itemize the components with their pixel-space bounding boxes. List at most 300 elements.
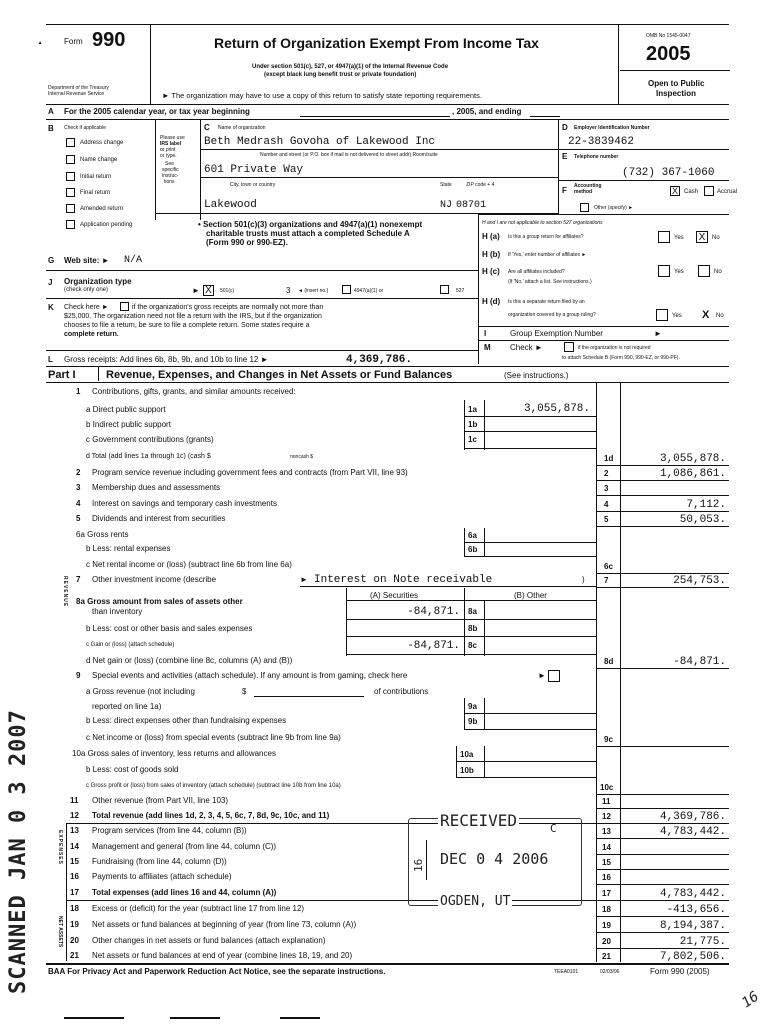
inner-ref-right-1 <box>484 400 485 450</box>
part1-note: (See instructions.) <box>504 371 569 380</box>
line-7-amount[interactable]: 254,753. <box>673 575 726 587</box>
street-caption: Number and street (or P.O. box if mail is not delivered to street addr) Room/suite <box>260 152 438 158</box>
line-9b-ref: 9b <box>468 717 478 726</box>
line-8-colA-right <box>464 588 465 656</box>
line-1b-ref: 1b <box>468 420 478 429</box>
initial-return-label: Initial return <box>80 174 112 180</box>
line-9-ref-left <box>464 698 465 730</box>
line-a-rule <box>46 119 729 120</box>
org-name-caption: Name of organization <box>218 125 266 131</box>
h-intro: H and I are not applicable to section 527 organizations <box>482 220 603 226</box>
line-7-ref: 7 <box>604 576 609 585</box>
received-stamp-number: 16 <box>412 858 425 872</box>
section-l-label: L <box>48 355 53 364</box>
line-19-number: 19 <box>70 920 79 929</box>
group-exemption-arrow: ► <box>654 329 662 338</box>
line-10c-rule <box>596 794 729 795</box>
org-type-501c-label: 501(c) <box>220 288 235 294</box>
received-stamp-location: OGDEN, UT <box>440 894 511 909</box>
line-4-number: 4 <box>76 499 81 508</box>
state-caption: State <box>440 182 452 188</box>
state-notice: ► The organization may have to use a copy of this return to satisfy state reporting requirements. <box>162 91 482 100</box>
section-d-label: D <box>562 123 568 132</box>
line-a-begin-field[interactable] <box>300 116 450 117</box>
line-9b-rule <box>464 729 596 730</box>
application-pending-checkbox[interactable] <box>66 220 75 229</box>
line-7-rule <box>596 587 729 588</box>
ha-no-label: No <box>712 235 720 241</box>
line-8a-amount[interactable]: -84,871. <box>407 606 460 618</box>
footer-date: 02/03/06 <box>600 969 620 975</box>
k-check-here: Check here ► <box>64 304 109 311</box>
hd-yes-checkbox[interactable] <box>656 309 668 321</box>
gross-receipts-value[interactable]: 4,369,786. <box>346 354 413 366</box>
line-17-amount[interactable]: 4,783,442. <box>659 888 726 900</box>
received-stamp-date: DEC 0 4 2006 <box>440 850 549 868</box>
open-public-1: Open to Public <box>648 79 705 88</box>
line-8-header-rule <box>346 600 596 601</box>
revenue-side-label: REVENUE <box>62 576 68 608</box>
line-a-text: For the 2005 calendar year, or tax year beginning <box>64 107 250 116</box>
col-divider-amounts <box>620 382 621 962</box>
line-10a-ref: 10a <box>460 750 474 759</box>
line-15-rule <box>596 869 729 870</box>
line-14-text: Management and general (from line 44, column (C)) <box>92 842 277 851</box>
cash-label: Cash <box>684 189 699 195</box>
line-1d-noncash: noncash $ <box>290 454 314 460</box>
org-street[interactable]: 601 Private Way <box>204 164 304 176</box>
name-change-checkbox[interactable] <box>66 155 75 164</box>
line-9-number: 9 <box>76 671 81 680</box>
line-7-number: 7 <box>76 575 81 584</box>
top-rule <box>46 24 729 25</box>
line-5-amount[interactable]: 50,053. <box>679 514 726 526</box>
line-7-description[interactable]: Interest on Note receivable <box>314 574 493 586</box>
line-11-number: 11 <box>70 796 79 805</box>
part1-rule <box>46 382 729 383</box>
line-16-rule <box>596 884 729 885</box>
line-8c-text: c Gain or (loss) (attach schedule) <box>86 642 175 648</box>
org-type-4947-checkbox[interactable] <box>342 285 351 294</box>
line-6b-ref: 6b <box>468 545 478 554</box>
section-e-label: E <box>562 152 568 161</box>
line-a-end-field[interactable] <box>530 116 560 117</box>
k-checkbox[interactable] <box>120 302 129 311</box>
hc-text: Are all affiliates included? <box>508 269 565 275</box>
line-8c-rule <box>346 654 596 655</box>
line-15-ref: 15 <box>602 858 611 867</box>
form-number: 990 <box>92 29 126 51</box>
org-type-number[interactable]: 3 <box>286 286 291 295</box>
other-method-checkbox[interactable] <box>580 203 589 212</box>
line-8d-text: d Net gain or (loss) (combine line 8c, columns (A) and (B)) <box>86 656 293 665</box>
k-line3: chooses to file a return, be sure to file a complete return. Some states require a <box>64 322 310 329</box>
expenses-side-label: EXPENSES <box>57 830 63 865</box>
line-8a-rule <box>346 619 596 620</box>
phone-value[interactable]: (732) 367-1060 <box>622 167 715 179</box>
line-18-amount[interactable]: -413,656. <box>666 904 726 916</box>
net-assets-side-label: NET ASSETS <box>57 916 63 948</box>
hd-no-mark[interactable]: X <box>702 309 710 321</box>
line-14-number: 14 <box>70 842 79 851</box>
g-rule <box>46 270 478 271</box>
org-street-rule <box>200 177 558 178</box>
org-city[interactable]: Lakewood <box>204 199 257 211</box>
line-12-amount[interactable]: 4,369,786. <box>659 811 726 823</box>
line-12-ref: 12 <box>602 812 611 821</box>
name-change-label: Name change <box>80 157 118 163</box>
k-line4: complete return. <box>64 331 119 338</box>
org-box-right <box>558 120 559 214</box>
city-caption: City, town or country <box>230 182 276 188</box>
section-f-label: F <box>562 186 567 195</box>
org-box-left <box>200 120 201 220</box>
line-1a-rule <box>464 416 596 417</box>
section-k-label: K <box>48 303 54 312</box>
line-1d-rule <box>596 465 729 466</box>
section-c-label: C <box>204 123 210 132</box>
inner-ref-left-1 <box>464 400 465 450</box>
line-3-text: Membership dues and assessments <box>92 483 221 492</box>
ein-caption: Employer Identification Number <box>574 125 650 131</box>
line-21-amount[interactable]: 7,802,506. <box>659 951 726 963</box>
omb-number: OMB No 1545-0047 <box>646 33 691 39</box>
received-stamp-divider <box>426 840 427 880</box>
line-1b-text: b Indirect public support <box>86 420 171 429</box>
org-type-label: Organization type <box>64 277 132 286</box>
k-line2: $25,000. The organization need not file a return with the IRS, but if the organization <box>64 313 322 320</box>
org-type-527-label: 527 <box>456 288 465 294</box>
col-divider-refs <box>596 382 597 962</box>
section-b-heading: Check if applicable <box>64 125 106 131</box>
org-name[interactable]: Beth Medrash Govoha of Lakewood Inc <box>204 136 436 148</box>
irs-label-1: Please use <box>160 135 185 141</box>
line-9a-ref: 9a <box>468 702 477 711</box>
line-9-ref-right <box>484 698 485 730</box>
line-9a-text2: reported on line 1a) <box>92 702 162 711</box>
line-1d-ref: 1d <box>604 454 614 463</box>
line-8a-text: 8a Gross amount from sales of assets other <box>76 597 243 606</box>
line-17-ref: 17 <box>602 889 611 898</box>
hb-label: H (b) <box>482 250 501 259</box>
line-18-rule <box>596 916 729 917</box>
form-subtitle2: (except black lung benefit trust or private foundation) <box>264 72 417 78</box>
line-9a-text: a Gross revenue (not including <box>86 687 195 696</box>
line-21-text: Net assets or fund balances at end of year (combine lines 18, 19, and 20) <box>92 951 353 960</box>
hd-yes-label: Yes <box>672 313 682 319</box>
line-13-rule <box>596 838 729 839</box>
zip-caption: ZIP code + 4 <box>466 182 495 188</box>
line-10b-rule <box>456 777 596 778</box>
line-8-colB-left <box>484 600 485 656</box>
line-6a-text: 6a Gross rents <box>76 530 129 539</box>
line-8d-ref: 8d <box>604 657 614 666</box>
part1-title: Revenue, Expenses, and Changes in Net Assets or Fund Balances <box>106 369 453 381</box>
line-8-colA-header: (A) Securities <box>370 591 419 600</box>
org-state[interactable]: NJ <box>440 200 453 211</box>
line-19-rule <box>596 932 729 933</box>
line-5-rule <box>596 526 729 527</box>
hc-yes-checkbox[interactable] <box>658 265 670 277</box>
line-13-number: 13 <box>70 826 79 835</box>
line-21-ref: 21 <box>602 952 611 961</box>
line-16-ref: 16 <box>602 873 611 882</box>
line-18-number: 18 <box>70 904 79 913</box>
accounting-caption-1: Accounting <box>574 183 602 189</box>
side-label-divider <box>66 824 67 961</box>
line-9-text: Special events and activities (attach schedule). If any amount is from gaming, check here <box>92 671 408 680</box>
line-8b-ref: 8b <box>468 624 478 633</box>
bottom-mark-3 <box>280 1017 320 1019</box>
org-type-527-checkbox[interactable] <box>440 285 449 294</box>
line-13-amount[interactable]: 4,783,442. <box>659 826 726 838</box>
line-8-colB-header: (B) Other <box>514 591 547 600</box>
line-3-number: 3 <box>76 483 81 492</box>
line-17-number: 17 <box>70 888 79 897</box>
line-10a-rule <box>456 761 596 762</box>
i-bottom-rule <box>478 340 729 341</box>
section-g-label: G <box>48 256 55 265</box>
line-16-number: 16 <box>70 872 79 881</box>
handwritten-initials: 16 <box>738 988 762 1012</box>
line-a-mid: , 2005, and ending <box>452 107 522 116</box>
line-10b-text: b Less: cost of goods sold <box>86 765 179 774</box>
line-5-ref: 5 <box>604 515 609 524</box>
line-13-text: Program services (from line 44, column (B)) <box>92 826 247 835</box>
line-20-rule <box>596 948 729 949</box>
part1-bottom-rule <box>46 963 729 965</box>
hc-no-checkbox[interactable] <box>698 265 710 277</box>
line-1c-ref: 1c <box>468 435 477 444</box>
form-title: Return of Organization Exempt From Income Tax <box>214 35 539 51</box>
line-9b-text: b Less: direct expenses other than fundraising expenses <box>86 716 287 725</box>
line-9a-gross-field[interactable] <box>254 696 364 697</box>
ha-text: Is this a group return for affiliates? <box>508 234 584 240</box>
line-6b-text: b Less: rental expenses <box>86 544 171 553</box>
line-18-text: Excess or (deficit) for the year (subtract line 17 from line 12) <box>92 904 305 913</box>
form-subtitle1: Under section 501(c), 527, or 4947(a)(1) of the Internal Revenue Code <box>252 64 449 70</box>
line-9a-rule <box>464 713 596 714</box>
section-i-label: I <box>484 329 487 338</box>
irs-label-2: IRS label <box>160 141 182 147</box>
line-15-text: Fundraising (from line 44, column (D)) <box>92 857 227 866</box>
hc-no-label: No <box>714 269 722 275</box>
ha-no-checkbox[interactable]: X <box>696 231 708 243</box>
line-9c-ref: 9c <box>604 735 613 744</box>
line-7-desc-rule <box>300 586 596 587</box>
line-11-rule <box>596 808 729 809</box>
ha-yes-checkbox[interactable] <box>658 231 670 243</box>
line-6a-rule <box>464 542 596 543</box>
line-4-rule <box>596 511 729 512</box>
org-type-4947-label: 4947(a)(1) or <box>354 288 384 294</box>
m-check-label: Check ► <box>510 343 543 352</box>
phone-rule <box>558 180 729 181</box>
other-method-label: Other (specify) ► <box>594 205 634 211</box>
final-return-checkbox[interactable] <box>66 188 75 197</box>
address-change-label: Address change <box>80 140 124 146</box>
irs-label-7: instruc- <box>162 173 179 179</box>
line-8-colA-left <box>346 588 347 656</box>
line-9-arrow: ► <box>538 671 546 680</box>
footer-code: TEEA0101 <box>554 969 579 975</box>
dept-line2: Internal Revenue Service <box>48 91 105 97</box>
line-5-text: Dividends and interest from securities <box>92 514 226 523</box>
line-18-ref: 18 <box>602 905 611 914</box>
line-12-number: 12 <box>70 811 79 820</box>
ha-yes-label: Yes <box>674 235 684 241</box>
cash-checkbox[interactable]: X <box>671 186 678 196</box>
section-b-label: B <box>48 124 54 133</box>
org-zip[interactable]: 08701 <box>456 200 487 211</box>
org-type-insert: ◄ (insert no.) <box>298 288 329 294</box>
website-label: Web site: ► <box>64 256 110 265</box>
line-2-amount[interactable]: 1,086,861. <box>659 468 726 480</box>
section-b-divider <box>155 120 156 220</box>
hc-text2: (If 'No,' attach a list. See instructions.) <box>508 279 592 285</box>
hc-label: H (c) <box>482 267 500 276</box>
accrual-checkbox[interactable] <box>704 186 714 196</box>
line-21-number: 21 <box>70 951 79 960</box>
org-type-arrow: ► <box>192 286 200 295</box>
line-17-rule <box>66 900 729 901</box>
line-9c-rule <box>596 746 729 747</box>
s501-line1: • Section 501(c)(3) organizations and 4947(a)(1) nonexempt <box>198 220 423 229</box>
line-8d-amount[interactable]: -84,871. <box>673 656 726 668</box>
hb-text: If 'Yes,' enter number of affiliates ► <box>508 252 587 258</box>
line-7-text: Other investment income (describe <box>92 575 217 584</box>
line-14-rule <box>596 854 729 855</box>
line-10a-text: 10a Gross sales of inventory, less returns and allowances <box>72 749 276 758</box>
line-7-paren: ) <box>582 575 585 584</box>
line-4-amount[interactable]: 7,112. <box>686 499 726 511</box>
gaming-checkbox[interactable] <box>548 670 560 682</box>
irs-label-4: or type. <box>160 153 177 159</box>
ha-label: H (a) <box>482 232 500 241</box>
line-13-ref: 13 <box>602 827 611 836</box>
line-3-rule <box>596 495 729 496</box>
line-a-label: A <box>48 107 54 116</box>
dept-line1: Department of the Treasury <box>48 85 109 91</box>
line-6c-rule <box>596 573 729 574</box>
irs-label-6: specific <box>162 167 179 173</box>
initial-return-checkbox[interactable] <box>66 172 75 181</box>
header-divider-left <box>150 24 151 104</box>
org-type-sub: (check only one) <box>64 287 109 293</box>
org-type-501c-checkbox[interactable]: X <box>203 285 214 296</box>
h-section-left <box>478 214 479 364</box>
line-1d-amount[interactable]: 3,055,878. <box>659 453 726 465</box>
line-1a-text: a Direct public support <box>86 405 166 414</box>
line-4-ref: 4 <box>604 500 609 509</box>
line-8c-amount[interactable]: -84,871. <box>407 640 460 652</box>
footer-form: Form 990 (2005) <box>650 967 710 976</box>
line-10b-ref: 10b <box>460 766 474 775</box>
line-1a-amount[interactable]: 3,055,878. <box>523 403 590 415</box>
irs-label-8: tions <box>164 179 175 185</box>
website-value[interactable]: N/A <box>124 255 143 266</box>
received-stamp: RECEIVED <box>440 811 518 830</box>
line-19-amount[interactable]: 8,194,387. <box>659 920 726 932</box>
amended-return-label: Amended return <box>80 206 124 212</box>
line-9a-mid: of contributions <box>374 687 429 696</box>
m-text2: to attach Schedule B (Form 990, 990-EZ, or 990-PF). <box>562 355 680 361</box>
m-checkbox[interactable] <box>564 342 574 352</box>
section-m-label: M <box>484 343 491 352</box>
line-20-number: 20 <box>70 936 79 945</box>
j-rule <box>46 298 478 299</box>
scanned-stamp: SCANNED JAN 0 3 2007 <box>6 709 31 994</box>
corner-mark: ·▲ <box>36 40 43 46</box>
accounting-caption-2: method <box>574 189 593 195</box>
open-public-2: Inspection <box>656 89 697 98</box>
line-11-text: Other revenue (from Part VII, line 103) <box>92 796 229 805</box>
irs-label-3: or print <box>160 147 176 153</box>
line-2-text: Program service revenue including government fees and contracts (from Part VII, line 93) <box>92 468 408 477</box>
hd-text2: organization covered by a group ruling? <box>508 312 596 318</box>
line-8a-ref: 8a <box>468 607 477 616</box>
amended-return-checkbox[interactable] <box>66 204 75 213</box>
line-1-text: Contributions, gifts, grants, and similar amounts received: <box>92 387 296 396</box>
line-1c-rule <box>464 448 596 449</box>
line-2-ref: 2 <box>604 469 609 478</box>
gross-receipts-label: Gross receipts: Add lines 6b, 8b, 9b, and 10b to line 12 ► <box>64 355 269 364</box>
line-8c-ref: 8c <box>468 641 477 650</box>
header-bottom-rule <box>46 104 729 105</box>
hd-text: Is this a separate return filed by an <box>508 299 585 305</box>
line-7-arrow: ► <box>300 575 308 584</box>
final-return-label: Final return <box>80 190 111 196</box>
bottom-mark-2 <box>170 1017 220 1019</box>
line-20-amount[interactable]: 21,775. <box>679 936 726 948</box>
line-1-number: 1 <box>76 387 81 396</box>
f-bottom-rule <box>478 214 729 215</box>
line-19-text: Net assets or fund balances at beginning of year (from line 73, column (A)) <box>92 920 357 929</box>
irs-label-5: See <box>165 161 174 167</box>
k-line1: if the organization's gross receipts are normally not more than <box>132 304 324 311</box>
line-10c-text: c Gross profit or (loss) from sales of inventory (attach schedule) (subtract line 10b from line 10a) <box>86 783 341 789</box>
line-2-rule <box>596 480 729 481</box>
line-8b-rule <box>346 636 596 637</box>
line-1d-text: d Total (add lines 1a through 1c) (cash $ <box>86 453 211 460</box>
line-19-ref: 19 <box>602 921 611 930</box>
address-change-checkbox[interactable] <box>66 138 75 147</box>
m-text: if the organization is not required <box>578 345 651 351</box>
line-10c-ref: 10c <box>600 783 614 792</box>
year-rule <box>620 70 730 71</box>
received-stamp-c: C <box>550 822 557 835</box>
i-top-rule <box>478 326 729 327</box>
part1-label: Part I <box>48 369 76 381</box>
line-8a-text2: than inventory <box>92 607 143 616</box>
line-15-number: 15 <box>70 857 79 866</box>
phone-caption: Telephone number <box>574 154 619 160</box>
footer-baa: BAA For Privacy Act and Paperwork Reduction Act Notice, see the separate instructions. <box>48 967 386 976</box>
line-2-number: 2 <box>76 468 81 477</box>
org-name-rule <box>200 149 558 150</box>
line-6c-ref: 6c <box>604 562 613 571</box>
line-3-ref: 3 <box>604 484 609 493</box>
line-12-rule <box>66 823 729 824</box>
section-j-label: J <box>48 278 53 287</box>
s501-line3: (Form 990 or 990-EZ). <box>206 238 288 247</box>
line-20-text: Other changes in net assets or fund balances (attach explanation) <box>92 936 326 945</box>
line-16-text: Payments to affiliates (attach schedule) <box>92 872 232 881</box>
line-1a-ref: 1a <box>468 405 477 414</box>
ein-value[interactable]: 22-3839462 <box>568 136 635 148</box>
accrual-label: Accrual <box>717 189 738 195</box>
application-pending-label: Application pending <box>80 222 133 228</box>
